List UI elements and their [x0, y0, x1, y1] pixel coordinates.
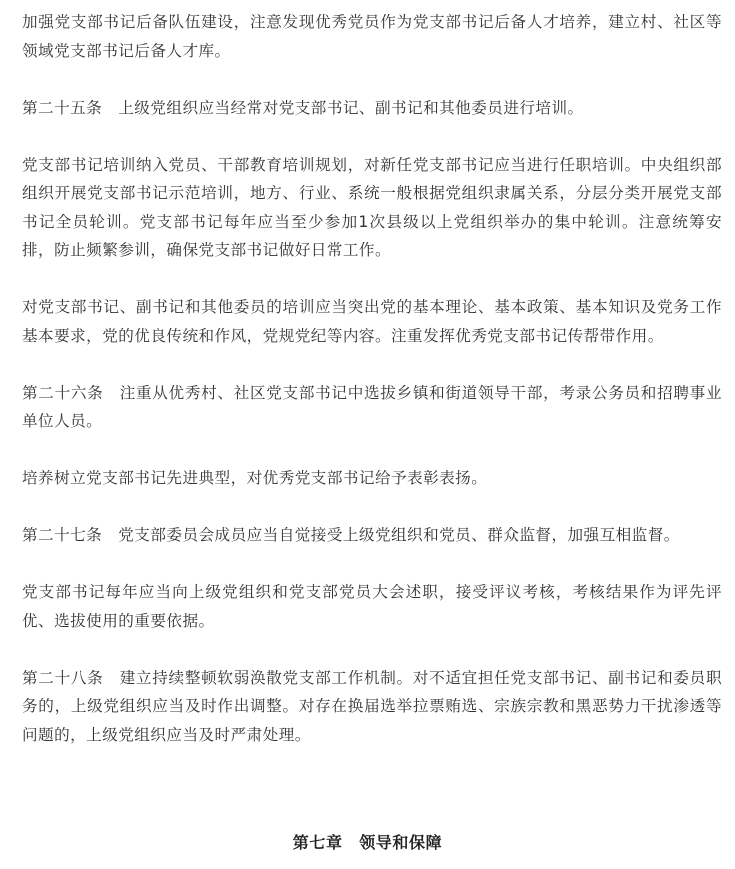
- paragraph-annual-report: 党支部书记每年应当向上级党组织和党支部党员大会述职，接受评议考核，考核结果作为评先评优、选拔使用的重要依据。: [22, 583, 722, 630]
- paragraph-article-26: 第二十六条 注重从优秀村、社区党支部书记中选拔乡镇和街道领导干部，考录公务员和招聘事业单位人员。: [22, 383, 722, 430]
- article-body: [22, 8, 722, 778]
- paragraph-article-27: 第二十七条 党支部委员会成员应当自觉接受上级党组织和党员、群众监督，加强互相监督。: [22, 526, 680, 544]
- paragraph-commendation: 培养树立党支部书记先进典型，对优秀党支部书记给予表彰表扬。: [22, 469, 488, 487]
- paragraph-reserve-team: 加强党支部书记后备队伍建设，注意发现优秀党员作为党支部书记后备人才培养，建立村、社区等领域党支部书记后备人才库。: [22, 13, 722, 60]
- chapter-heading: 第七章 领导和保障: [292, 833, 443, 852]
- paragraph-article-28: 第二十八条 建立持续整顿软弱涣散党支部工作机制。对不适宜担任党支部书记、副书记和委员职务的，上级党组织应当及时作出调整。对存在换届选举拉票贿选、宗族宗教和黑恶势力干扰渗透等问题的，上级党组织应当及时严肃处理。: [22, 668, 722, 744]
- paragraph-training-content: 对党支部书记、副书记和其他委员的培训应当突出党的基本理论、基本政策、基本知识及党务工作基本要求，党的优良传统和作风，党规党纪等内容。注重发挥优秀党支部书记传帮带作用。: [22, 298, 722, 345]
- paragraph-training-plan: 党支部书记培训纳入党员、干部教育培训规划，对新任党支部书记应当进行任职培训。中央组织部组织开展党支部书记示范培训，地方、行业、系统一般根据党组织隶属关系，分层分类开展党支部书记全员轮训。党支部书记每年应当至少参加1次县级以上党组织举办的集中轮训。注意统筹安排，防止频繁参训，确保党支部书记做好日常工作。: [22, 155, 722, 259]
- paragraph-article-25: 第二十五条 上级党组织应当经常对党支部书记、副书记和其他委员进行培训。: [22, 98, 584, 117]
